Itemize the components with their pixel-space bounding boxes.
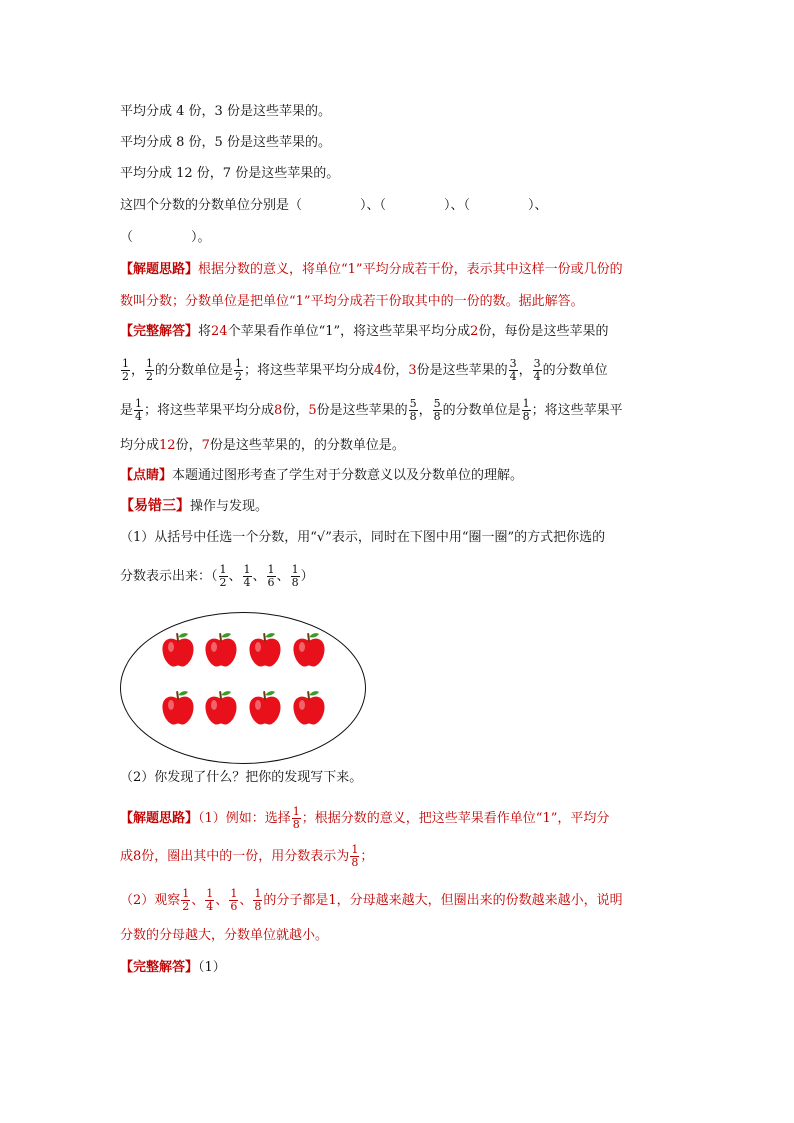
text: ；将这些苹果平均分成 [144,403,275,418]
text: ， [418,403,432,418]
text: 将 [198,324,212,339]
text: 2 [470,324,479,339]
analysis-1-line-2: 数叫分数；分数单位是把单位“1”平均分成若干份取其中的一份的数。据此解答。 [120,294,584,309]
text: 这四个分数的分数单位分别是（ [120,198,303,213]
apple-icon[interactable] [292,690,326,726]
text: ）、 [528,198,548,213]
text: ）。 [191,230,211,245]
fraction-three-quarters [509,358,518,383]
text: 份， [282,403,309,418]
numerator: 3 [509,357,517,370]
text: （1）例如：选择 [198,811,291,826]
denominator: 2 [235,370,243,383]
text: ）、（ [360,198,387,213]
text: ）、（ [444,198,471,213]
text: 8 [274,403,283,418]
apple-icon[interactable] [248,690,282,726]
choice-sixth[interactable] [267,564,276,589]
numerator: 5 [433,397,441,410]
text: 均分成 [120,438,160,453]
comment-line [120,466,523,486]
text: 的分数单位 [542,363,608,378]
separator: 、 [191,893,205,908]
text: 份是这些苹果的 [416,363,508,378]
text: 份是这些苹果的 [316,403,408,418]
text: 24 [211,324,228,339]
text: 份， [382,363,409,378]
numerator: 1 [230,887,238,900]
text: 5 [308,403,317,418]
answer-tag: 【完整解答】 [120,324,199,339]
analysis-text: 根据分数的意义，将单位“1”平均分成若干份，表示其中这样一份或几份的 [198,262,623,277]
answer-1-line-1 [120,322,608,342]
answer-1-line-2 [120,358,608,383]
denominator: 8 [409,410,417,423]
denominator: 2 [219,576,227,589]
numerator: 1 [243,563,251,576]
text: ） [300,569,314,584]
apple-icon[interactable] [161,632,195,668]
text: ，分母越来越大，但圈出来的份数越来越小，说明 [336,893,623,908]
numerator: 1 [267,563,275,576]
line-units-question-cont [120,228,211,248]
fraction-eighth [253,888,262,913]
denominator: 4 [206,900,214,913]
denominator: 6 [230,900,238,913]
text: ；将这些苹果平均分成 [244,363,375,378]
comment-tag: 【点睛】 [120,468,173,483]
choice-quarter[interactable] [243,564,252,589]
analysis-2-line-1 [120,806,609,831]
text: （2）观察 [120,893,181,908]
numerator: 1 [254,887,262,900]
fraction-half [145,358,154,383]
numerator: 1 [351,843,359,856]
denominator: 8 [291,576,299,589]
separator: 、 [215,893,229,908]
denominator: 8 [433,410,441,423]
text: 份，每份是这些苹果的 [478,324,609,339]
text: 3 [408,363,417,378]
denominator: 4 [135,410,143,423]
text: （1） [198,960,226,975]
fraction-five-eighths [433,398,442,423]
text: ， [131,363,145,378]
denominator: 2 [146,370,154,383]
numerator: 1 [146,357,154,370]
question-1-line-2 [120,564,314,589]
text: ；将这些苹果平 [531,403,623,418]
analysis-2-line-3 [120,888,623,913]
denominator: 8 [351,856,359,869]
fraction-half [234,358,243,383]
apple-icon[interactable] [292,632,326,668]
apple-icon[interactable] [204,690,238,726]
denominator: 6 [267,576,275,589]
numerator: 1 [182,887,190,900]
fraction-five-eighths [409,398,418,423]
text: 份，圈出其中的一份，用分数表示为 [141,849,350,864]
analysis-tag: 【解题思路】 [120,811,199,826]
denominator: 8 [292,818,300,831]
line-units-question [120,196,548,216]
denominator: 4 [533,370,541,383]
numerator: 1 [522,397,530,410]
text: 个苹果看作单位“1”，将这些苹果平均分成 [227,324,471,339]
apple-icon[interactable] [161,690,195,726]
apple-icon[interactable] [204,632,238,668]
numerator: 5 [409,397,417,410]
denominator: 2 [122,370,129,383]
apple-oval[interactable] [120,612,366,764]
denominator: 8 [254,900,262,913]
text: 4 [374,363,383,378]
line-8-parts: 平均分成 8 份，5 份是这些苹果的。 [120,135,331,150]
line-4-parts: 平均分成 4 份，3 份是这些苹果的。 [120,104,331,119]
choice-half[interactable] [219,564,228,589]
text: ； [360,849,374,864]
text: （ [120,230,134,245]
text: 1 [328,893,337,908]
fraction-eighth [292,806,301,831]
numerator: 3 [533,357,541,370]
text: 的分数单位是 [442,403,521,418]
numerator: 1 [135,397,143,410]
fraction-three-quarters [533,358,542,383]
analysis-1-line-1 [120,260,623,280]
text: 份， [175,438,202,453]
numerator: 1 [122,357,129,370]
choice-eighth[interactable] [291,564,300,589]
text: ， [518,363,532,378]
mistake-tag: 【易错三】 [120,498,190,514]
denominator: 2 [182,900,190,913]
text: 份是这些苹果的，的分数单位是。 [209,438,405,453]
text: 是 [120,403,134,418]
separator: 、 [228,569,242,584]
answer-1-line-3 [120,398,623,423]
question-2: （2）你发现了什么？把你的发现写下来。 [120,770,363,785]
separator: 、 [252,569,266,584]
analysis-2-line-4: 分数的分母越大，分数单位就越小。 [120,928,329,943]
analysis-tag: 【解题思路】 [120,262,199,277]
text: 的分数单位是 [155,363,234,378]
text: 成 [120,849,134,864]
fraction-quarter [205,888,214,913]
answer-1-line-4 [120,436,405,456]
text: 分数表示出来：（ [120,569,218,584]
denominator: 8 [522,410,530,423]
line-12-parts: 平均分成 12 份，7 份是这些苹果的。 [120,166,340,181]
mistake-title: 操作与发现。 [190,499,269,514]
fraction-eighth [350,844,359,869]
numerator: 1 [291,563,299,576]
separator: 、 [276,569,290,584]
fraction-eighth [522,398,531,423]
analysis-2-line-2 [120,844,373,869]
mistake-3-header [120,496,268,517]
separator: 、 [239,893,253,908]
denominator: 4 [509,370,517,383]
apple-icon[interactable] [248,632,282,668]
answer-tag: 【完整解答】 [120,960,199,975]
numerator: 1 [235,357,243,370]
answer-2-line [120,958,226,978]
fraction-sixth [229,888,238,913]
text: 7 [201,438,210,453]
fraction-half [121,358,130,383]
text: ；根据分数的意义，把这些苹果看作单位“1”，平均分 [301,811,610,826]
text: 8 [133,849,142,864]
text: 的分子都是 [263,893,329,908]
question-1-line-1: （1）从括号中任选一个分数，用“√”表示，同时在下图中用“圈一圈”的方式把你选的 [120,530,606,545]
numerator: 1 [219,563,227,576]
denominator: 4 [243,576,251,589]
text: 12 [159,438,176,453]
numerator: 1 [292,805,300,818]
fraction-half [181,888,190,913]
numerator: 1 [206,887,214,900]
fraction-quarter [134,398,143,423]
comment-text: 本题通过图形考查了学生对于分数意义以及分数单位的理解。 [172,468,524,483]
